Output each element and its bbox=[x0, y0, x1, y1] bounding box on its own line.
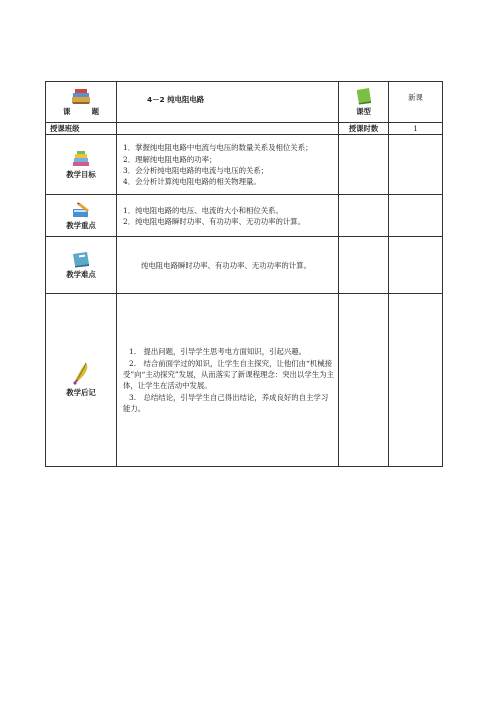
hours-label: 授课时数 bbox=[339, 123, 389, 135]
lesson-plan-table bbox=[45, 81, 443, 467]
pencil-book-icon bbox=[70, 201, 92, 219]
topic-label-cell bbox=[46, 82, 117, 123]
class-row bbox=[46, 123, 443, 135]
topic-label-a: 课 bbox=[63, 106, 71, 116]
reflection-item: 2. 结合前面学过的知识，让学生自主探究，让他们由“机械接受”向“主动探究”发展，从而落实了新课程理念：突出以学生为主体，让学生在活动中发展。 bbox=[123, 358, 334, 391]
difficulties-empty-b bbox=[389, 237, 443, 294]
key-points-label: 教学重点 bbox=[66, 220, 96, 230]
difficulties-label-cell bbox=[46, 237, 117, 294]
class-value bbox=[117, 123, 339, 135]
reflection-item: 3. 总结结论，引导学生自己得出结论，养成良好的自主学习能力。 bbox=[123, 392, 329, 414]
quill-icon bbox=[70, 362, 92, 386]
reflection-empty-b bbox=[389, 294, 443, 467]
topic-row bbox=[46, 82, 443, 123]
key-points-empty-b bbox=[389, 195, 443, 237]
objectives-row bbox=[46, 135, 443, 195]
key-point-item: 2．纯电阻电路瞬时功率、有功功率、无功功率的计算。 bbox=[123, 216, 306, 226]
reflection-empty-a bbox=[339, 294, 389, 467]
objective-item: 3．会分析纯电阻电路的电流与电压的关系； bbox=[123, 165, 269, 175]
book-icon bbox=[353, 87, 375, 105]
reflection-label: 教学后记 bbox=[66, 388, 96, 398]
key-points-list bbox=[117, 195, 339, 237]
objective-item: 4．会分析计算纯电阻电路的相关物理量。 bbox=[123, 177, 261, 187]
reflection-label-cell bbox=[46, 294, 117, 467]
objectives-list bbox=[117, 135, 339, 195]
difficulties-text: 纯电阻电路瞬时功率、有功功率、无功功率的计算。 bbox=[117, 237, 339, 294]
objectives-empty-a bbox=[339, 135, 389, 195]
reflection-row bbox=[46, 294, 443, 467]
objective-item: 2．理解纯电阻电路的功率； bbox=[123, 154, 217, 164]
notebook-icon bbox=[70, 250, 92, 268]
reflection-list bbox=[117, 294, 339, 467]
key-points-empty-a bbox=[339, 195, 389, 237]
book-stack-icon bbox=[70, 150, 92, 168]
topic-label-b: 题 bbox=[91, 106, 99, 116]
key-point-item: 1．纯电阻电路的电压、电流的大小和相位关系。 bbox=[123, 205, 283, 215]
books-icon bbox=[70, 87, 92, 105]
type-label-cell bbox=[339, 82, 389, 123]
objectives-empty-b bbox=[389, 135, 443, 195]
difficulties-label: 教学难点 bbox=[66, 270, 96, 280]
class-label: 授课班级 bbox=[46, 123, 117, 135]
key-points-row bbox=[46, 195, 443, 237]
topic-title: 4－2 纯电阻电路 bbox=[117, 82, 339, 123]
objectives-label: 教学目标 bbox=[66, 169, 96, 179]
reflection-item: 1. 提出问题，引导学生思考电方面知识，引起兴趣。 bbox=[129, 347, 307, 357]
objective-item: 1．掌握纯电阻电路中电流与电压的数量关系及相位关系； bbox=[123, 143, 313, 153]
difficulties-empty-a bbox=[339, 237, 389, 294]
hours-value: 1 bbox=[389, 123, 443, 135]
type-value: 新课 bbox=[389, 82, 443, 123]
objectives-label-cell bbox=[46, 135, 117, 195]
key-points-label-cell bbox=[46, 195, 117, 237]
difficulties-row bbox=[46, 237, 443, 294]
type-label: 课型 bbox=[356, 106, 371, 116]
